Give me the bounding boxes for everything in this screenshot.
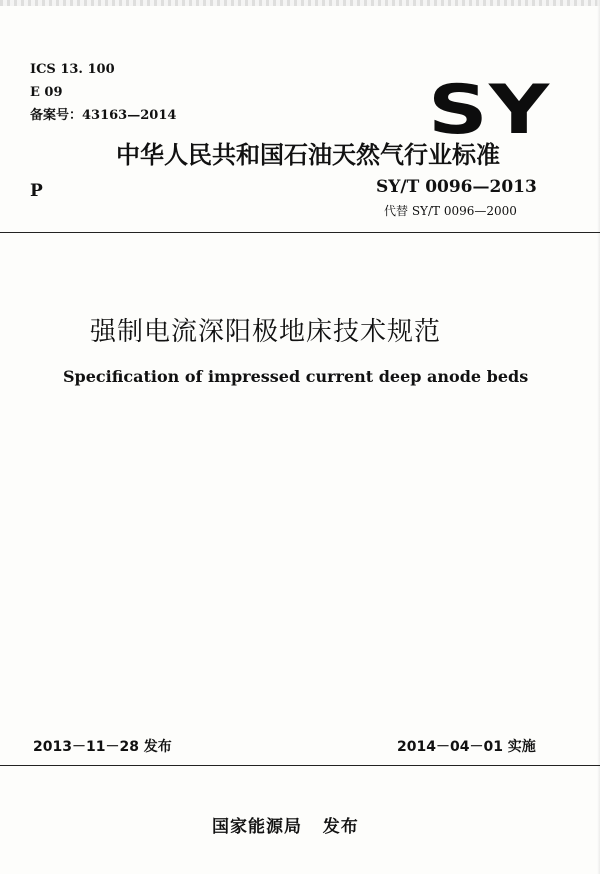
title-english: Specification of impressed current deep anode beds <box>63 367 529 386</box>
standard-name: 中华人民共和国石油天然气行业标准 <box>116 141 500 169</box>
replaces-standard: 代替 SY/T 0096—2000 <box>384 204 517 218</box>
issue-date: 2013－11－28 发布 <box>33 739 172 755</box>
header-divider <box>0 232 600 233</box>
ccs-code: E 09 <box>30 85 63 100</box>
record-number: 备案号：43163—2014 <box>30 108 177 123</box>
sy-logo: SY <box>428 71 551 150</box>
category-letter: P <box>30 181 43 201</box>
ics-code: ICS 13. 100 <box>30 62 115 77</box>
implementation-date: 2014－04－01 实施 <box>397 739 536 755</box>
publisher: 国家能源局 发布 <box>212 817 359 837</box>
standard-number: SY/T 0096—2013 <box>376 177 537 197</box>
scan-edge-top <box>0 0 600 6</box>
title-chinese: 强制电流深阳极地床技术规范 <box>90 317 442 347</box>
footer-divider <box>0 765 600 766</box>
